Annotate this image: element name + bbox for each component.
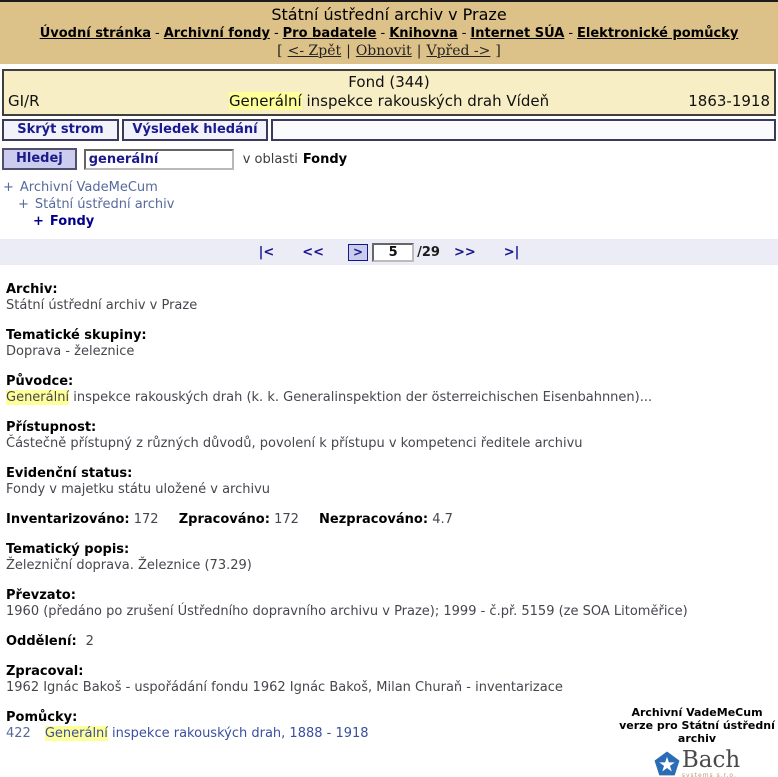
nav-link-elektronicke-pomucky[interactable]: Elektronické pomůcky [577, 26, 739, 41]
field-value: Částečně přístupný z různých důvodů, povolení k přístupu v kompetenci ředitele archivu [6, 436, 583, 451]
field-value: Státní ústřední archiv v Praze [6, 298, 198, 313]
section-archiv [6, 282, 778, 314]
go-to-page-button[interactable]: > [348, 244, 368, 261]
tab-bar-filler [271, 119, 776, 141]
field-value: Fondy v majetku státu uložené v archivu [6, 482, 271, 497]
fond-name-rest: inspekce rakouských drah Vídeň [301, 92, 550, 110]
tree-item-label[interactable]: Státní ústřední archiv [34, 197, 175, 212]
nav-separator: - [380, 26, 386, 41]
stat-nezpracovano [319, 512, 453, 527]
field-label: Evidenční status: [6, 466, 133, 481]
section-oddeleni [6, 634, 778, 650]
field-value: 1960 (předáno po zrušení Ústředního dopravního archivu v Praze); 1999 - č.př. 5159 (ze SOA Litoměřice) [6, 604, 688, 619]
footer-version-line: verze pro Státní ústřední [619, 719, 775, 732]
field-value: Doprava - železnice [6, 344, 135, 359]
bach-wordmark [682, 749, 740, 777]
footer-version-line2: archiv [677, 732, 717, 745]
refresh-link[interactable]: Obnovit [355, 43, 412, 59]
expand-icon[interactable]: + [18, 197, 29, 212]
nav-separator: - [273, 26, 279, 41]
stat-label: Zpracováno: [178, 512, 270, 527]
stat-value: 172 [133, 512, 159, 527]
field-value: 2 [85, 634, 94, 649]
expand-icon[interactable]: + [33, 214, 44, 229]
nav-link-pro-badatele[interactable]: Pro badatele [282, 26, 377, 41]
section-tematicky-popis [6, 542, 778, 574]
pomucka-link[interactable] [45, 726, 369, 741]
bracket-close: ] [495, 43, 501, 59]
field-value: Železniční doprava. Železnice (73.29) [6, 558, 252, 573]
nav-separator: - [461, 26, 467, 41]
pomucka-link-rest: inspekce rakouských drah, 1888 - 1918 [107, 726, 369, 741]
site-title: Státní ústřední archiv v Praze [271, 5, 507, 24]
tree-item-label[interactable]: Archivní VadeMeCum [19, 180, 158, 195]
search-input[interactable] [84, 149, 234, 170]
bach-logo-subtext: systems s.r.o. [681, 772, 737, 777]
section-zpracoval [6, 664, 778, 696]
tab-hide-tree[interactable]: Skrýt strom [2, 119, 119, 141]
search-term-highlight: Generální [228, 92, 302, 110]
nav-link-archivni-fondy[interactable]: Archivní fondy [163, 26, 270, 41]
search-term-highlight: Generální [6, 390, 70, 405]
fond-detail-content [0, 265, 778, 742]
archive-tree [3, 179, 778, 230]
field-value-rest: inspekce rakouských drah (k. k. Generalinspektion der österreichischen Eisenbahnnen)... [69, 390, 653, 405]
bracket-open: [ [277, 43, 283, 59]
section-evidencni-status [6, 466, 778, 498]
next-page-link[interactable]: >> [453, 244, 476, 260]
search-bar [2, 148, 778, 170]
section-pristupnost [6, 420, 778, 452]
tree-item-fondy[interactable] [3, 213, 778, 230]
bach-logo-text: Bach [681, 747, 741, 773]
search-scope-name: Fondy [302, 151, 348, 167]
stat-value: 4.7 [432, 512, 453, 527]
nav-link-uvodni-stranka[interactable]: Úvodní stránka [39, 26, 151, 41]
stat-label: Nezpracováno: [319, 512, 429, 527]
section-stats [6, 512, 778, 528]
fond-header-box [2, 69, 776, 116]
stat-value: 172 [274, 512, 299, 527]
fond-type-title: Fond (344) [348, 73, 430, 91]
fond-code: GI/R [8, 92, 40, 110]
fond-detail-row [4, 92, 774, 110]
site-header [0, 0, 778, 64]
page-number-input[interactable] [372, 243, 414, 262]
nav-separator: - [155, 26, 160, 41]
field-label: Zpracoval: [6, 664, 84, 679]
last-page-link[interactable]: >| [503, 244, 520, 260]
pomucka-number: 422 [6, 726, 31, 741]
field-label: Archiv: [6, 282, 58, 297]
search-term-highlight: Generální [44, 726, 108, 741]
field-label: Přístupnost: [6, 420, 97, 435]
bach-logo [612, 749, 778, 777]
prev-page-link[interactable]: << [302, 244, 325, 260]
pagination-bar [0, 239, 778, 265]
tab-bar [2, 119, 776, 141]
field-label: Pomůcky: [6, 710, 78, 725]
search-button[interactable]: Hledej [2, 148, 77, 170]
stat-label: Inventarizováno: [6, 512, 130, 527]
nav-link-knihovna[interactable]: Knihovna [389, 26, 458, 41]
field-label: Tematický popis: [6, 542, 130, 557]
pipe-separator: | [346, 43, 351, 59]
first-page-link[interactable]: |< [258, 244, 275, 260]
page-total-label: /29 [417, 244, 440, 260]
field-label: Původce: [6, 374, 74, 389]
section-tematicke-skupiny [6, 328, 778, 360]
section-puvodce [6, 374, 778, 406]
forward-link[interactable]: Vpřed -> [426, 43, 491, 59]
history-nav [0, 43, 778, 59]
tab-search-result[interactable]: Výsledek hledání [122, 119, 268, 141]
fond-years: 1863-1918 [688, 92, 771, 110]
search-scope-prefix: v oblasti [242, 151, 298, 167]
pipe-separator: | [416, 43, 422, 59]
stat-zpracovano [179, 512, 299, 527]
field-label: Oddělení: [6, 634, 77, 649]
app-footer [612, 706, 778, 777]
main-nav [0, 26, 778, 41]
nav-separator: - [568, 26, 574, 41]
back-link[interactable]: <- Zpět [287, 43, 342, 59]
field-value [6, 390, 778, 406]
tree-item-statni-ustredni-archiv[interactable] [3, 196, 778, 213]
tree-item-label[interactable]: Fondy [49, 214, 95, 229]
tree-item-vademecum[interactable] [3, 179, 778, 196]
bach-pentagon-star-icon [654, 751, 680, 777]
stat-inventarizovano [6, 512, 159, 527]
fond-name [229, 92, 549, 110]
nav-link-internet-sua[interactable]: Internet SÚA [470, 26, 565, 41]
section-prevzato [6, 588, 778, 620]
field-label: Převzato: [6, 588, 76, 603]
expand-icon[interactable]: + [3, 180, 14, 195]
field-label: Tematické skupiny: [6, 328, 147, 343]
footer-app-name: Archivní VadeMeCum [631, 706, 763, 719]
field-value: 1962 Ignác Bakoš - uspořádání fondu 1962 Ignác Bakoš, Milan Churaň - inventarizace [6, 680, 563, 695]
